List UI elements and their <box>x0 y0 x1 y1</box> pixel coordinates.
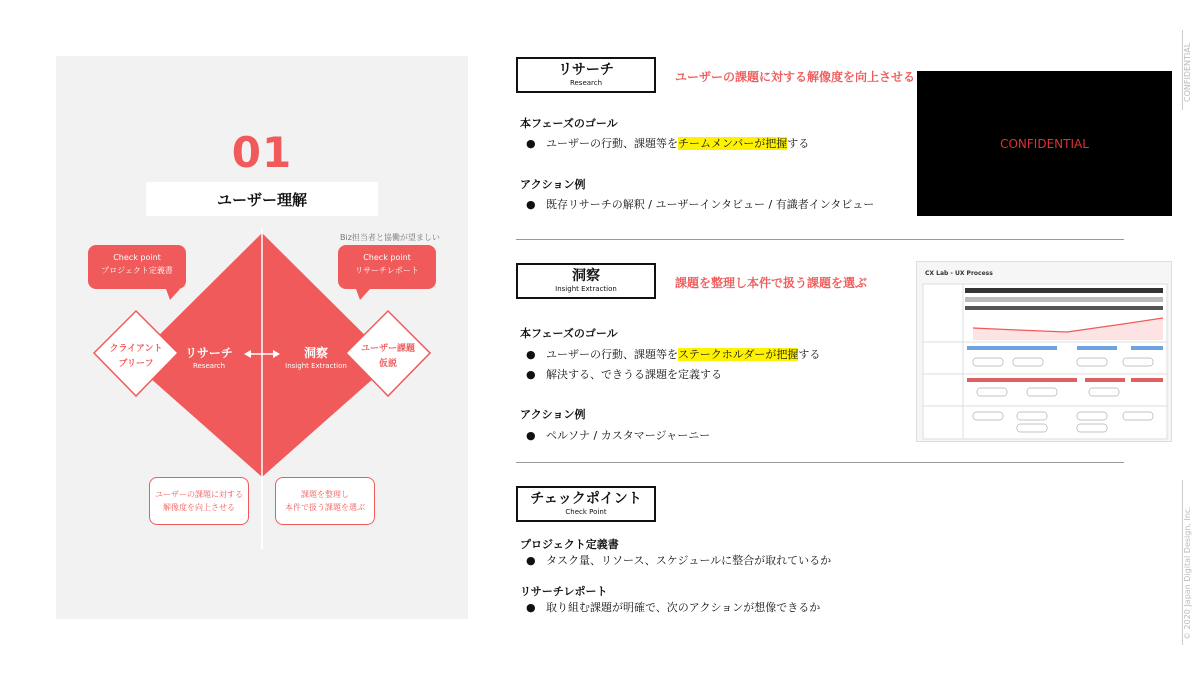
research-label-sub: Research <box>192 362 226 370</box>
phase-title: ユーザー理解 <box>146 182 378 216</box>
phase-overview-panel <box>56 56 468 619</box>
bullet-icon: ● <box>526 368 536 381</box>
user-hypothesis-line1: ユーザー課題 <box>360 344 415 354</box>
checkpoint-item2-text: 取り組む課題が明確で、次のアクションが想像できるか <box>546 601 821 614</box>
side-copyright: © 2020 Japan Digital Design, Inc. <box>1183 506 1192 640</box>
insight-title: 洞察 <box>572 268 600 284</box>
biz-note: Biz担当者と協働が望ましい <box>340 233 440 242</box>
section-divider-1 <box>516 239 1124 240</box>
ux-process-thumbnail <box>917 262 1172 442</box>
insight-label-title: 洞察 <box>303 346 328 360</box>
checkpoint-right-tail <box>356 289 370 300</box>
insight-outcome-line2: 本件で扱う課題を選ぶ <box>285 503 365 512</box>
insight-label <box>276 346 356 371</box>
research-goal-heading: 本フェーズのゴール <box>520 117 618 130</box>
checkpoint-section-title <box>516 486 656 522</box>
research-section-title <box>516 57 656 93</box>
client-brief-line1: クライアント <box>109 344 163 354</box>
insight-outcome-line1: 課題を整理し <box>301 490 349 499</box>
research-outcome-line2: 解像度を向上させる <box>163 503 235 512</box>
phase-number: 01 <box>231 128 293 177</box>
insight-goal-item-2 <box>526 366 722 382</box>
insight-outcome-box <box>275 477 375 525</box>
research-label-title: リサーチ <box>185 346 233 360</box>
checkpoint-item2-heading: リサーチレポート <box>520 585 608 598</box>
checkpoint-item2 <box>526 599 820 615</box>
diagram-shapes <box>56 56 468 619</box>
research-label <box>174 346 244 371</box>
research-goal-pre: ユーザーの行動、課題等を <box>546 137 678 150</box>
insight-goal1-highlight: ステークホルダーが把握 <box>678 348 799 361</box>
checkpoint-subtitle: Check Point <box>565 508 607 516</box>
client-brief-label <box>100 342 172 372</box>
checkpoint-left-line2: プロジェクト定義書 <box>101 266 173 275</box>
bullet-icon: ● <box>526 554 536 567</box>
research-subtitle: Research <box>569 79 603 87</box>
ux-process-image <box>916 261 1172 442</box>
insight-goal-heading: 本フェーズのゴール <box>520 327 618 340</box>
insight-goal2-text: 解決する、できうる課題を定義する <box>546 368 722 381</box>
research-action-heading: アクション例 <box>520 178 586 191</box>
ux-process-image-title: CX Lab - UX Process <box>925 270 993 277</box>
checkpoint-left-line1: Check point <box>113 253 161 262</box>
confidential-image: CONFIDENTIAL <box>917 71 1172 216</box>
checkpoint-item1-heading: プロジェクト定義書 <box>520 538 619 551</box>
research-goal-item <box>526 135 809 151</box>
bullet-icon: ● <box>526 137 536 150</box>
checkpoint-title: チェックポイント <box>530 491 642 507</box>
side-confidential: CONFIDENTIAL <box>1183 42 1192 102</box>
user-hypothesis-label <box>352 342 424 372</box>
bullet-icon: ● <box>526 601 536 614</box>
insight-action-item <box>526 427 710 443</box>
research-action-item <box>526 196 874 212</box>
research-summary: ユーザーの課題に対する解像度を向上させる <box>675 70 916 84</box>
insight-summary: 課題を整理し本件で扱う課題を選ぶ <box>675 276 868 290</box>
insight-goal-item-1 <box>526 346 820 362</box>
insight-section-title <box>516 263 656 299</box>
checkpoint-item1-text: タスク量、リソース、スケジュールに整合が取れているか <box>546 554 832 567</box>
section-divider-2 <box>516 462 1124 463</box>
client-brief-line2: ブリーフ <box>118 359 154 369</box>
research-action-text: 既存リサーチの解釈 / ユーザーインタビュー / 有識者インタビュー <box>546 198 875 211</box>
user-hypothesis-line2: 仮説 <box>378 359 397 369</box>
research-goal-highlight: チームメンバーが把握 <box>678 137 788 150</box>
checkpoint-left-bubble <box>88 245 186 289</box>
bullet-icon: ● <box>526 348 536 361</box>
insight-goal1-post: する <box>798 348 821 361</box>
checkpoint-item1 <box>526 552 831 568</box>
bullet-icon: ● <box>526 198 536 211</box>
bullet-icon: ● <box>526 429 536 442</box>
research-title: リサーチ <box>558 62 614 78</box>
insight-goal1-pre: ユーザーの行動、課題等を <box>546 348 678 361</box>
process-diagram <box>56 56 468 619</box>
research-outcome-box <box>149 477 249 525</box>
insight-action-text: ペルソナ / カスタマージャーニー <box>546 429 711 442</box>
insight-action-heading: アクション例 <box>520 408 586 421</box>
checkpoint-left-tail <box>166 289 180 300</box>
insight-label-sub: Insight Extraction <box>285 362 347 370</box>
checkpoint-right-line1: Check point <box>363 253 411 262</box>
research-outcome-line1: ユーザーの課題に対する <box>155 490 243 499</box>
checkpoint-right-bubble <box>338 245 436 289</box>
checkpoint-right-line2: リサーチレポート <box>355 266 419 275</box>
insight-subtitle: Insight Extraction <box>555 285 617 293</box>
research-goal-post: する <box>787 137 810 150</box>
